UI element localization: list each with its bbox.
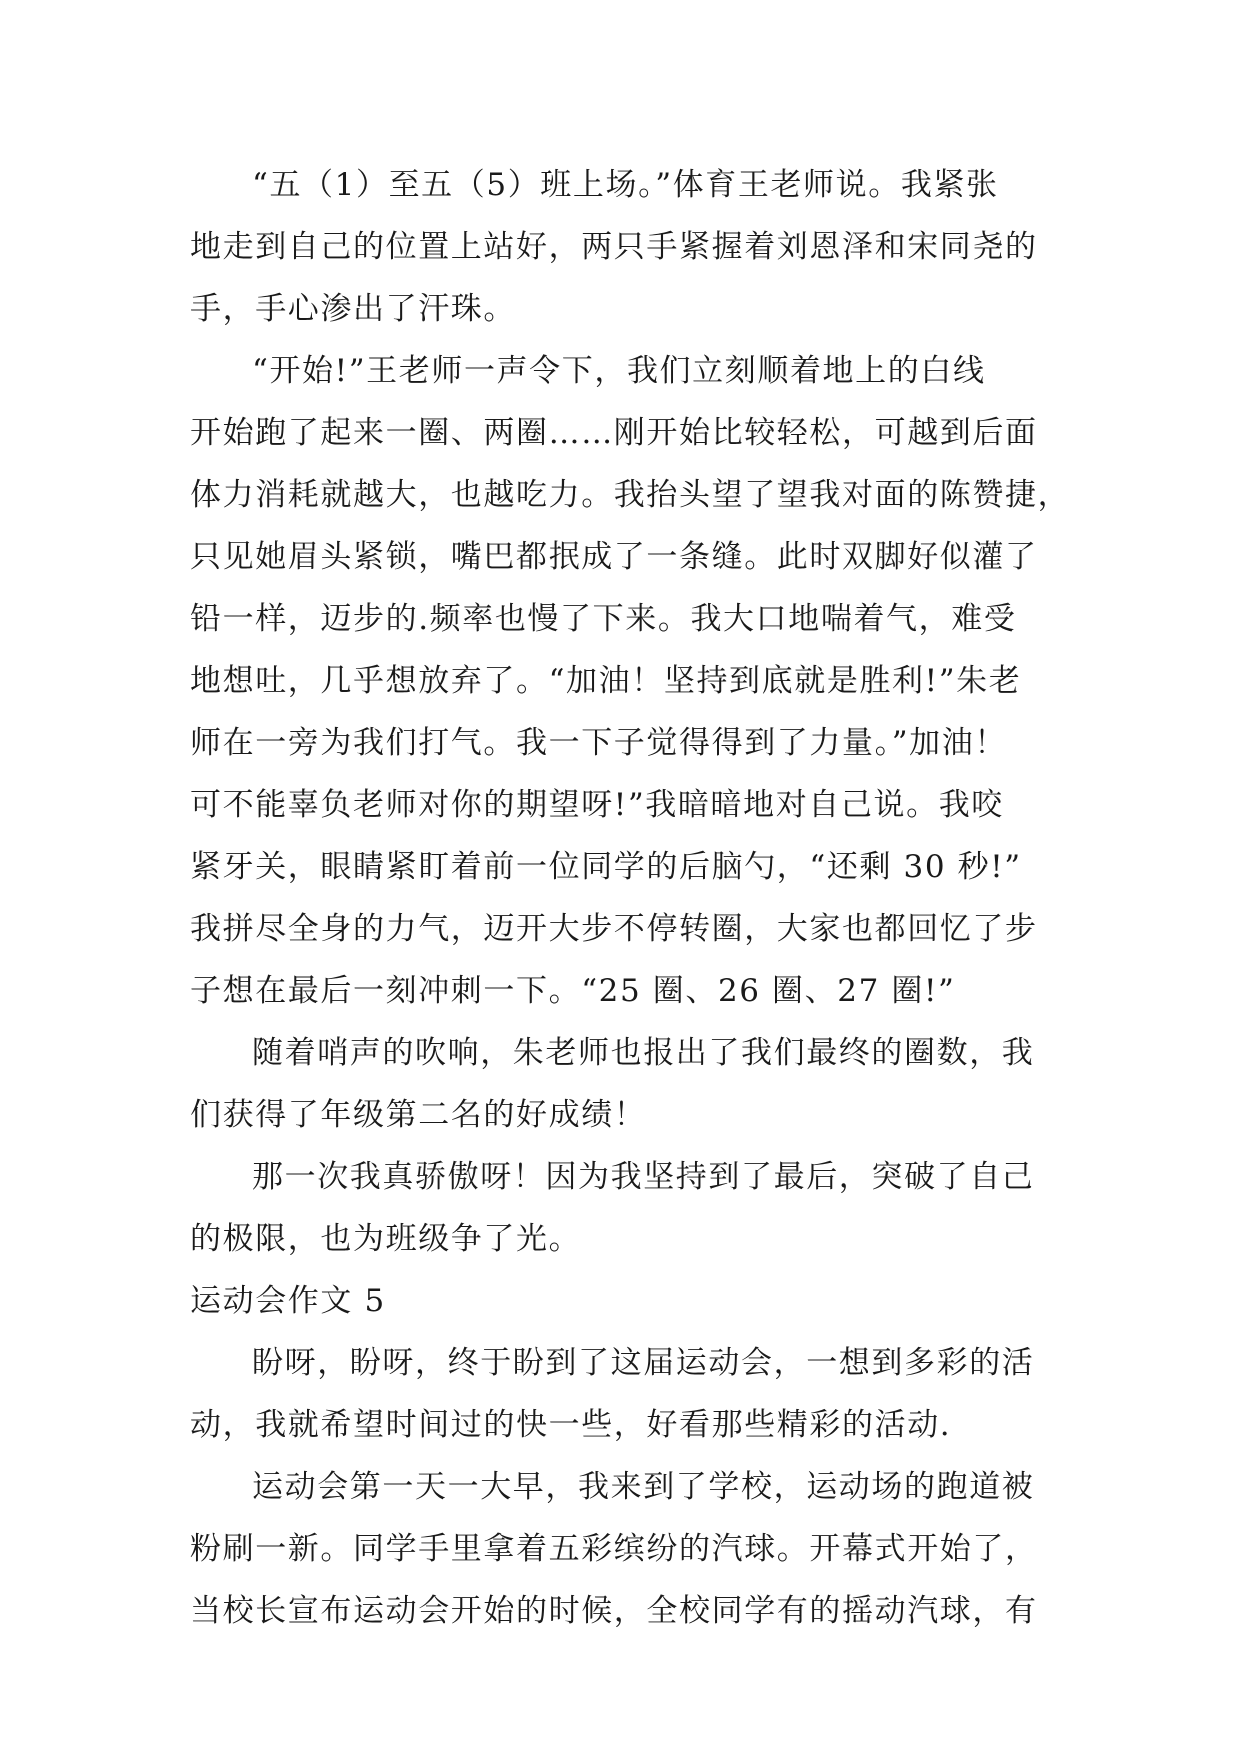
text-line: 紧牙关，眼睛紧盯着前一位同学的后脑勺，“还剩 30 秒!” [190,849,1022,885]
text-line: “五（1）至五（5）班上场。”体育王老师说。我紧张 [252,167,999,203]
text-line: 可不能辜负老师对你的期望呀!”我暗暗地对自己说。我咬 [190,787,1004,823]
text-line: 盼呀，盼呀，终于盼到了这届运动会，一想到多彩的活 [252,1345,1035,1381]
text-line: 那一次我真骄傲呀！因为我坚持到了最后，突破了自己 [252,1159,1035,1195]
text-line: 只见她眉头紧锁，嘴巴都抿成了一条缝。此时双脚好似灌了 [190,539,1038,575]
section-heading: 运动会作文 5 [190,1283,386,1319]
text-line: 动，我就希望时间过的快一些，好看那些精彩的活动. [190,1407,952,1443]
text-line: 随着哨声的吹响，朱老师也报出了我们最终的圈数，我 [252,1035,1035,1071]
text-line: 当校长宣布运动会开始的时候，全校同学有的摇动汽球，有 [190,1593,1038,1629]
text-line: “开始!”王老师一声令下，我们立刻顺着地上的白线 [252,353,986,389]
text-line: 们获得了年级第二名的好成绩！ [190,1097,647,1133]
text-line: 体力消耗就越大，也越吃力。我抬头望了望我对面的陈赞捷， [190,477,1071,513]
text-line: 运动会第一天一大早，我来到了学校，运动场的跑道被 [252,1469,1035,1505]
text-line: 的极限，也为班级争了光。 [190,1221,582,1257]
text-line: 我拼尽全身的力气，迈开大步不停转圈，大家也都回忆了步 [190,911,1038,947]
text-line: 粉刷一新。同学手里拿着五彩缤纷的汽球。开幕式开始了， [190,1531,1038,1567]
text-line: 开始跑了起来一圈、两圈……刚开始比较轻松，可越到后面 [190,415,1038,451]
text-line: 子想在最后一刻冲刺一下。“25 圈、26 圈、27 圈!” [190,973,956,1009]
text-line: 手，手心渗出了汗珠。 [190,291,516,327]
text-line: 地想吐，几乎想放弃了。“加油！坚持到底就是胜利!”朱老 [190,663,1022,699]
text-line: 铅一样，迈步的.频率也慢了下来。我大口地喘着气，难受 [190,601,1017,637]
text-line: 师在一旁为我们打气。我一下子觉得得到了力量。”加油！ [190,725,1007,761]
text-line: 地走到自己的位置上站好，两只手紧握着刘恩泽和宋同尧的 [190,229,1038,265]
